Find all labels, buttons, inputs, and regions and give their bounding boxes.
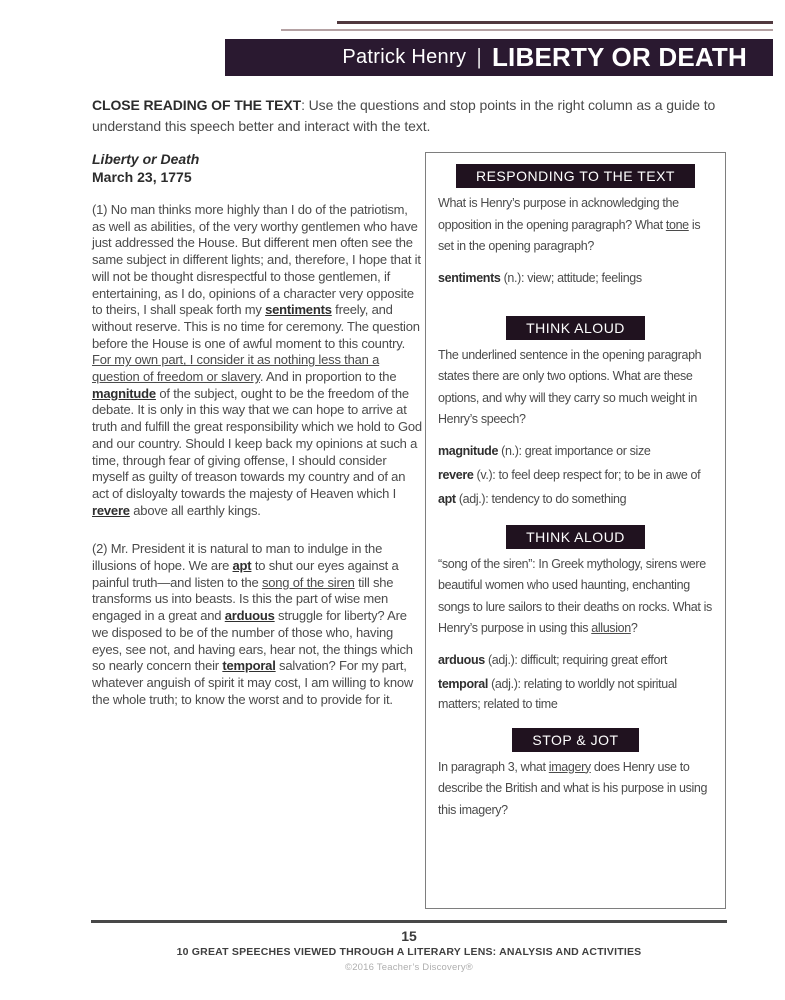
vocab-entry-temporal (438, 674, 713, 714)
section-header-think-aloud-1: THINK ALOUD (506, 316, 645, 340)
vocab-word: revere (438, 467, 474, 482)
responding-question: What is Henry’s purpose in acknowledging the opposition in the opening paragraph? What tone is set in the opening paragraph? (438, 196, 701, 253)
speech-column (92, 150, 424, 708)
speech-paragraph-1: (1) No man thinks more highly than I do of the patriotism, as well as abilities, of the very worthy gentlemen who have just addressed the House. But different men often see the same subject in different lights; and, therefore, I hope that it will not be thought disrespectful to those gentlemen, if entertaining, as I do, opinions of a character very opposite to theirs, I shall speak forth my sentiments freely, and without reserve. This is no time for ceremony. The question before the House is one of awful moment to this country. For my own part, I consider it as nothing less than a question of freedom or slavery. And in proportion to the magnitude of the subject, ought to be the freedom of the debate. It is only in this way that we can hope to arrive at truth and fulfill the great responsibility which we hold to God and our country. Should I keep back my opinions at such a time, through fear of giving offense, I should consider myself as guilty of treason towards my country and of an act of disloyalty towards the majesty of Heaven which I revere above all earthly kings. (92, 202, 422, 518)
instructions-body: : Use the questions and stop points in the right column as a guide to understand this speech better and interact with the text. (92, 97, 716, 134)
top-rule-light (281, 29, 773, 31)
page-number: 15 (401, 928, 417, 944)
vocab-definition: (n.): great importance or size (498, 443, 651, 458)
title-separator: | (476, 43, 482, 69)
page-title: LIBERTY OR DEATH (491, 42, 747, 72)
vocab-definition: (n.): view; attitude; feelings (500, 270, 642, 285)
vocab-definition: (adj.): difficult; requiring great effort (484, 652, 668, 667)
vocab-word: sentiments (438, 270, 501, 285)
section-header-stop-and-jot: STOP & JOT (512, 728, 638, 752)
vocab-entry-arduous (438, 650, 713, 670)
vocab-word: arduous (438, 652, 485, 667)
vocab-word: apt (438, 491, 456, 506)
stop-and-jot-text: In paragraph 3, what imagery does Henry use to describe the British and what is his purpose in using this imagery? (438, 759, 708, 817)
close-reading-instructions (92, 95, 724, 137)
speech-paragraph-2: (2) Mr. President it is natural to man to indulge in the illusions of hope. We are apt to shut our eyes against a painful truth—and listen to the song of the siren till she transforms us into beasts. Is this the part of wise men engaged in a great and arduous struggle for liberty? Are we disposed to be of the number of those who, having eyes, see not, and having ears, hear not, the things which so nearly concern their temporal salvation? For my part, whatever anguish of spirit it may cost, I am willing to know the whole truth; to know the worst and to provide for it. (92, 541, 414, 707)
questions-box (425, 152, 726, 909)
vocab-entry-revere (438, 465, 713, 485)
book-title: 10 GREAT SPEECHES VIEWED THROUGH A LITERARY LENS: ANALYSIS AND ACTIVITIES (176, 946, 642, 958)
section-header-responding-to-the-text: RESPONDING TO THE TEXT (456, 164, 695, 188)
vocab-word: magnitude (438, 443, 499, 458)
footer-rule (91, 920, 727, 923)
vocab-word: temporal (438, 676, 488, 691)
speech-date: March 23, 1775 (92, 169, 192, 185)
instructions-lead: CLOSE READING OF THE TEXT (92, 97, 302, 113)
top-rule-dark (337, 21, 773, 24)
vocab-definition: (adj.): relating to worldly not spiritual matters; related to time (438, 676, 677, 711)
vocab-entry-apt (438, 489, 713, 509)
speech-author: Patrick Henry (342, 46, 467, 68)
think-aloud-1-text: The underlined sentence in the opening paragraph states there are only two options. What are these options, and why will they carry so much weight in Henry’s speech? (438, 347, 702, 426)
copyright-notice: ©2016 Teacher’s Discovery® (345, 962, 473, 973)
title-bar (225, 39, 773, 76)
vocab-entry-magnitude (438, 441, 713, 461)
vocab-definition: (v.): to feel deep respect for; to be in awe of (473, 467, 701, 482)
section-header-think-aloud-2: THINK ALOUD (506, 525, 645, 549)
vocab-definition: (adj.): tendency to do something (455, 491, 627, 506)
vocab-entry-sentiments (438, 268, 713, 288)
speech-title: Liberty or Death (92, 151, 200, 167)
think-aloud-2-text: “song of the siren”: In Greek mythology, sirens were beautiful women who used haunting, enchanting songs to lure sailors to their deaths on rocks. What is Henry’s purpose in using this allusion? (438, 556, 712, 635)
